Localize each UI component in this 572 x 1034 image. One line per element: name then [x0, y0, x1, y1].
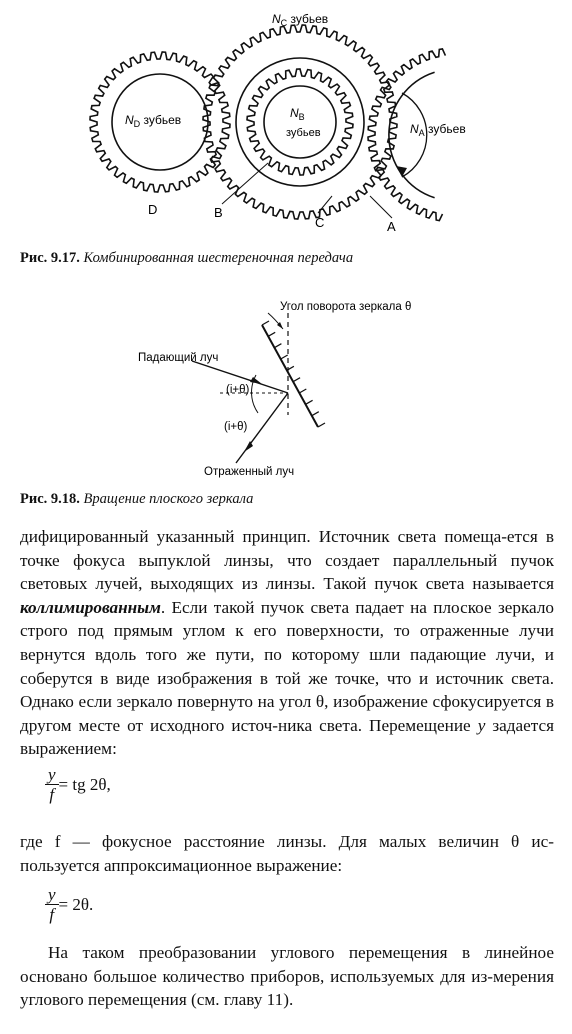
letter-c: C — [315, 215, 325, 230]
label-incident: Падающий луч — [138, 352, 219, 364]
hatch-mark — [268, 332, 275, 336]
hatch-mark — [262, 321, 269, 325]
leader-a — [370, 196, 392, 218]
paragraph-approximation: где f — фокусное расстояние линзы. Для малых величин θ ис-пользуется аппроксимационное выражение: — [20, 832, 554, 875]
letter-a: A — [387, 219, 396, 234]
formula-approx: $\frac{y}{f}$ = 2θ. — [45, 885, 93, 924]
paragraph-collimation: дифицированный указанный принцип. Источник света помеща-ется в точке фокуса выпуклой линзы, что создает параллельный пучок световых лучей, выходящих из линзы. Такой пучок света называется коллимированным. Если такой пучок света падает на плоское зеркало строго под прямым углом к его поверхности, то отраженные лучи вернутся вдоль того же пути, по которому шли падающие лучи, и соберутся в виде изображения в той же точке, что и источник света. Однако если зеркало повернуто на угол θ, изображение сфокусируется в другом месте от исходного источ-ника света. Перемещение y задается выражением: — [20, 527, 554, 759]
label-nb: $N_B$ — [290, 106, 305, 122]
label-nd: $N_D$ зубьев — [125, 113, 182, 129]
gear-train-figure — [0, 0, 572, 245]
hatch-mark — [274, 344, 281, 348]
fraction: $\frac{y}{f}$ — [45, 765, 59, 804]
hatch-mark — [299, 389, 306, 393]
label-reflected: Отраженный луч — [204, 466, 295, 478]
paragraph-instruments: На таком преобразовании углового перемещения в линейное основано большое количество приборов, используемых для из-мерения углового перемещения (см. главу 11). — [20, 943, 554, 1010]
hatch-mark — [281, 355, 288, 359]
mirror-line — [262, 325, 318, 427]
hatch-mark — [318, 423, 325, 427]
gear-c — [203, 25, 397, 219]
letter-b: B — [214, 205, 223, 220]
label-na: $N_A$ зубьев — [410, 122, 466, 138]
gear-b — [247, 69, 353, 175]
gear-b-hub — [264, 86, 336, 158]
figure-caption-9-17: Рис. 9.17. Комбинированная шестереночная передача — [20, 250, 354, 266]
fraction: $\frac{y}{f}$ — [45, 885, 59, 924]
mirror-hatching — [262, 321, 325, 427]
label-nc: $N_C$ зубьев — [272, 12, 329, 28]
label-angle-i1: (i+θ) — [226, 384, 250, 396]
figure-caption-9-18: Рис. 9.18. Вращение плоского зеркала — [20, 491, 254, 507]
letter-d: D — [148, 202, 158, 217]
formula-tan: $\frac{y}{f}$ = tg 2θ, — [45, 765, 111, 804]
label-angle-i2: (i+θ) — [224, 421, 248, 433]
hatch-mark — [312, 412, 319, 416]
mirror-rotation-figure — [0, 295, 572, 490]
hatch-mark — [293, 378, 300, 382]
label-angle: Угол поворота зеркала θ — [280, 301, 412, 313]
gear-c-ring — [236, 58, 364, 186]
incident-arrow-icon — [250, 377, 262, 384]
label-nb-teeth: зубьев — [286, 127, 321, 139]
hatch-mark — [306, 400, 313, 404]
